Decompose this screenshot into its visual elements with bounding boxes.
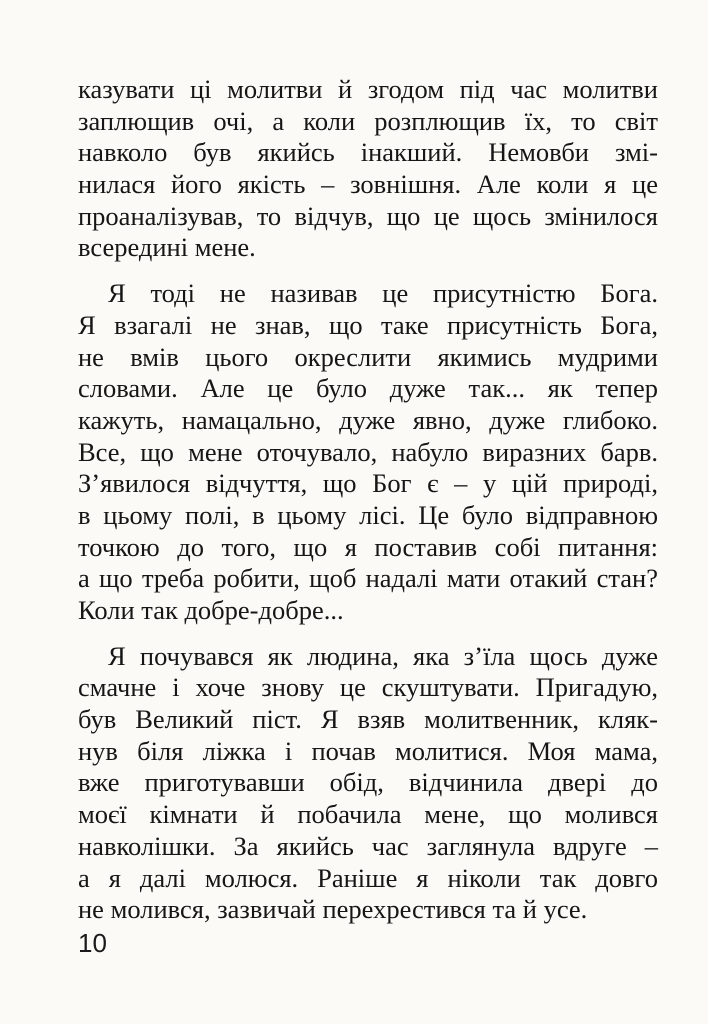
text-line: заплющив очі, а коли розплющив їх, то світ <box>78 105 658 136</box>
text-line: нув біля ліжка і почав молитися. Моя мама, <box>78 735 658 766</box>
text-line: моєї кімнати й побачила мене, що молився <box>78 799 658 830</box>
text-line: вже приготувавши обід, відчинила двері до <box>78 767 658 798</box>
text-line: словами. Але це було дуже так... як тепер <box>78 373 658 404</box>
text-line: в цьому полі, в цьому лісі. Це було відправною <box>78 499 658 530</box>
text-line: казувати ці молитви й згодом під час молитви <box>78 74 658 104</box>
text-line: а що треба робити, щоб надалі мати отакий стан? <box>78 563 658 594</box>
text-line: Я почувався як людина, яка з’їла щось дуже <box>108 640 658 671</box>
text-line: З’явилося відчуття, що Бог є – у цій природі, <box>78 468 658 499</box>
text-line: навколішки. За якийсь час заглянула вдруге – <box>78 830 658 861</box>
paragraph-2 <box>78 278 658 627</box>
text-line: Я тоді не називав це присутністю Бога. <box>108 278 658 309</box>
text-line: Я взагалі не знав, що таке присутність Бога, <box>78 309 658 340</box>
text-line: точкою до того, що я поставив собі питання: <box>78 531 658 562</box>
text-line: смачне і хоче знову це скуштувати. Пригадую, <box>78 672 658 703</box>
text-line: навколо був якийсь інакший. Немовби змі- <box>78 137 658 168</box>
text-line: кажуть, намацально, дуже явно, дуже глибоко. <box>78 404 658 435</box>
text-line: Коли так добре-добре... <box>78 595 344 625</box>
text-line: нилася його якість – зовнішня. Але коли я це <box>78 169 658 200</box>
paragraph-1 <box>78 74 658 264</box>
text-line: був Великий піст. Я взяв молитвенник, кляк- <box>78 704 658 735</box>
page-number: 10 <box>78 928 107 958</box>
text-line: Все, що мене оточувало, набуло виразних барв. <box>78 436 658 467</box>
text-line: всередині мене. <box>78 232 256 263</box>
text-line: проаналізував, то відчув, що це щось змінилося <box>78 200 658 231</box>
text-line: не молився, зазвичай перехрестився та й усе. <box>78 894 588 925</box>
body-text <box>78 74 658 940</box>
text-line: а я далі молюся. Раніше я ніколи так довго <box>78 862 658 893</box>
paragraph-3 <box>78 641 658 926</box>
text-line: не вмів цього окреслити якимись мудрими <box>78 341 658 372</box>
